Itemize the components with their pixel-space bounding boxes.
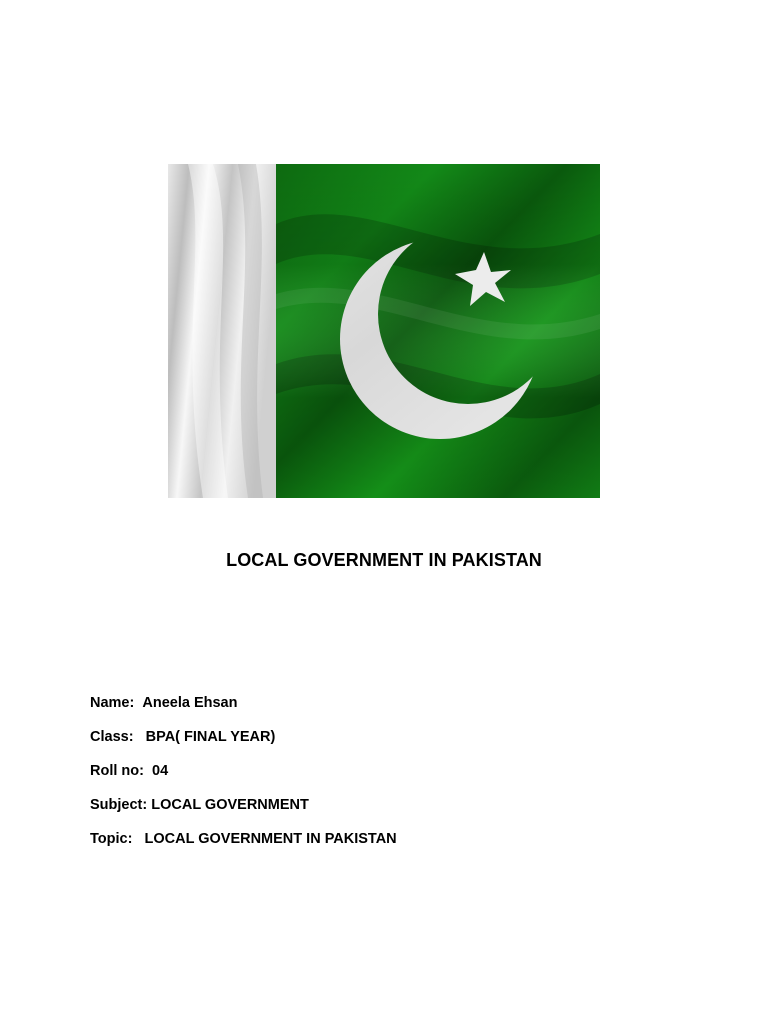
- detail-topic: [90, 828, 730, 862]
- pakistan-flag-image: [168, 164, 600, 498]
- flag-graphic: [168, 164, 600, 498]
- detail-value: Aneela Ehsan: [142, 695, 238, 711]
- detail-label: Roll no:: [90, 763, 144, 779]
- detail-label: Class:: [90, 729, 134, 745]
- detail-label: Name:: [90, 695, 135, 711]
- document-title: LOCAL GOVERNMENT IN PAKISTAN: [226, 550, 542, 570]
- detail-value: 04: [152, 763, 169, 779]
- detail-subject: [90, 794, 730, 828]
- detail-roll-no: [90, 760, 730, 794]
- detail-value: LOCAL GOVERNMENT: [151, 797, 309, 813]
- flag-crescent: [168, 164, 600, 498]
- detail-value: BPA( FINAL YEAR): [145, 729, 276, 745]
- detail-name: [90, 692, 730, 726]
- detail-label: Subject:: [90, 797, 148, 813]
- student-details: [90, 692, 730, 862]
- detail-class: [90, 726, 730, 760]
- detail-label: Topic:: [90, 831, 133, 847]
- detail-value: LOCAL GOVERNMENT IN PAKISTAN: [144, 831, 397, 847]
